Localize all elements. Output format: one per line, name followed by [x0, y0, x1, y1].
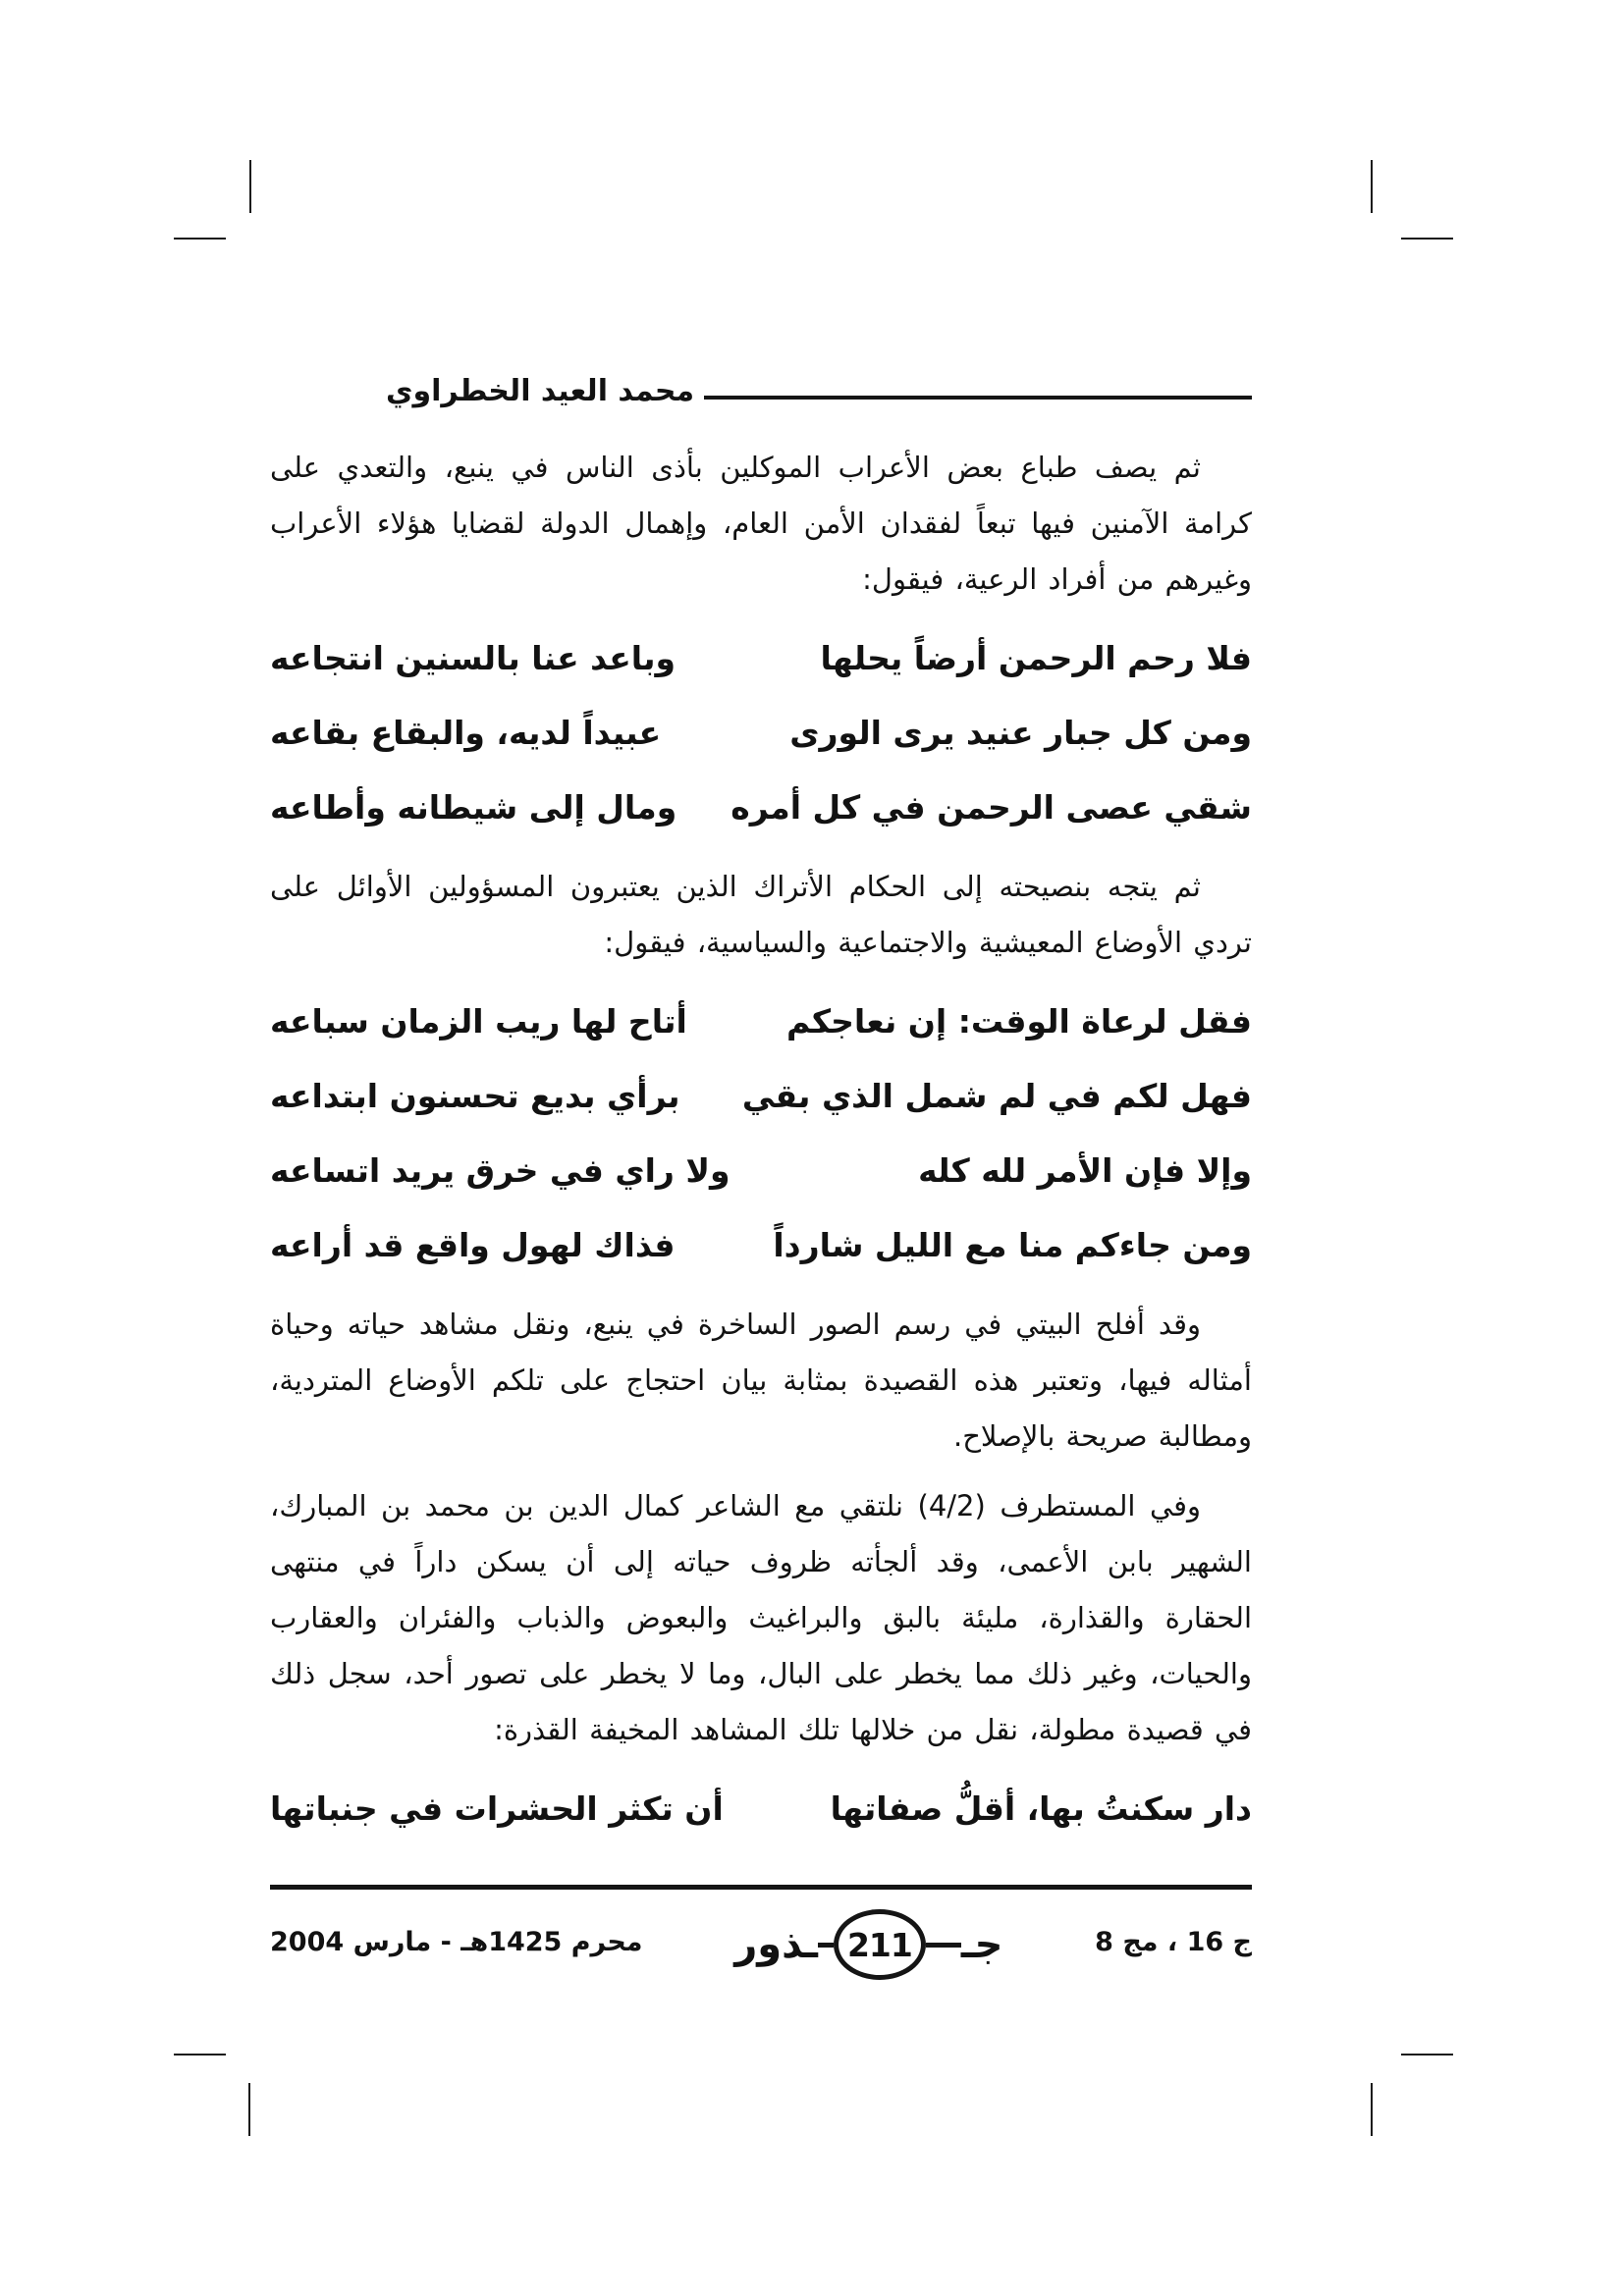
crop-mark-top-left-vertical [249, 160, 251, 213]
hemistich-second: ومال إلى شيطانه وأطاعه [270, 788, 677, 827]
crop-mark-bottom-right-vertical [1371, 2083, 1373, 2136]
hemistich-second: فذاك لهول واقع قد أراعه [270, 1226, 676, 1264]
logo-connector-left [818, 1943, 834, 1948]
footer-issue-info: ج 16 ، مج 8 [1095, 1926, 1252, 1957]
hemistich-second: عبيداً لديه، والبقاع بقاعه [270, 714, 662, 752]
paragraph-2: ثم يتجه بنصيحته إلى الحكام الأتراك الذين يعتبرون المسؤولين الأوائل على تردي الأوضاع المعيشية والاجتماعية والسياسية، فيقول: [270, 870, 1252, 959]
hemistich-second: أن تكثر الحشرات في جنباتها [270, 1789, 724, 1828]
crop-mark-bottom-left-vertical [248, 2083, 250, 2136]
footer-date-info: محرم 1425هـ - مارس 2004 [270, 1926, 643, 1957]
verse-row [270, 1772, 1252, 1846]
hemistich-first: ومن جاءكم منا مع الليل شارداً [773, 1226, 1252, 1264]
journal-logo [734, 1909, 1002, 1980]
crop-mark-top-right-horizontal [1401, 238, 1453, 240]
logo-connector-right [926, 1943, 961, 1948]
footer-rule [270, 1885, 1252, 1890]
paragraph-4: وفي المستطرف (4/2) نلتقي مع الشاعر كمال الدين بن محمد بن المبارك، الشهير بابن الأعمى، وقد ألجأته ظروف حياته إلى أن يسكن داراً في منتهى الحقارة والقذارة، مليئة بالبق والبراغيث والبعوض والذباب والفئران والعقارب والحيات، وغير ذلك مما يخطر على البال، وما لا يخطر على تصور أحد، سجل ذلك في قصيدة مطولة، نقل من خلالها تلك المشاهد المخيفة القذرة: [270, 1489, 1252, 1746]
hemistich-first: دار سكنتُ بها، أقلُّ صفاتها [830, 1789, 1252, 1828]
poem-3 [270, 1772, 1252, 1846]
page-footer [270, 1885, 1252, 1980]
page-content [270, 365, 1252, 1846]
hemistich-second: وباعد عنا بالسنين انتجاعه [270, 639, 676, 677]
header-rule [704, 396, 1252, 400]
hemistich-first: فلا رحم الرحمن أرضاً يحلها [820, 639, 1252, 677]
crop-mark-bottom-right-horizontal [1401, 2054, 1453, 2056]
verse-row [270, 771, 1252, 845]
verse-row [270, 1134, 1252, 1208]
paragraph-1: ثم يصف طباع بعض الأعراب الموكلين بأذى الناس في ينبع، والتعدي على كرامة الآمنين فيها تبعاً لفقدان الأمن العام، وإهمال الدولة لقضايا هؤلاء الأعراب وغيرهم من أفراد الرعية، فيقول: [270, 451, 1252, 596]
hemistich-first: وإلا فإن الأمر لله كله [918, 1151, 1252, 1190]
hemistich-second: أتاح لها ريب الزمان سباعه [270, 1002, 687, 1041]
paragraph-3: وقد أفلح البيتي في رسم الصور الساخرة في ينبع، ونقل مشاهد حياته وحياة أمثاله فيها، وتعتبر هذه القصيدة بمثابة بيان احتجاج على تلكم الأوضاع المتردية، ومطالبة صريحة بالإصلاح. [270, 1308, 1252, 1453]
verse-row [270, 1208, 1252, 1283]
hemistich-first: شقي عصى الرحمن في كل أمره [730, 788, 1252, 827]
hemistich-first: فهل لكم في لم شمل الذي بقي [741, 1077, 1252, 1115]
verse-row [270, 696, 1252, 771]
crop-mark-top-right-vertical [1371, 160, 1373, 213]
journal-name-end: ـذور [734, 1922, 818, 1967]
author-name: محمد العيد الخطراوي [386, 373, 695, 408]
footer-row [270, 1903, 1252, 1980]
crop-mark-bottom-left-horizontal [174, 2054, 226, 2056]
page-number: 211 [846, 1925, 912, 1964]
verse-row [270, 1059, 1252, 1134]
hemistich-first: فقل لرعاة الوقت: إن نعاجكم [786, 1002, 1252, 1041]
page-number-badge [834, 1909, 926, 1980]
poem-2 [270, 985, 1252, 1283]
journal-name-start: جـ [960, 1922, 1003, 1967]
verse-row [270, 985, 1252, 1059]
crop-mark-top-left-horizontal [174, 238, 226, 240]
hemistich-second: برأي بديع تحسنون ابتداعه [270, 1077, 680, 1115]
poem-1 [270, 621, 1252, 845]
verse-row [270, 621, 1252, 696]
hemistich-second: ولا راي في خرق يريد اتساعه [270, 1151, 730, 1190]
page-header [270, 365, 1252, 416]
hemistich-first: ومن كل جبار عنيد يرى الورى [789, 714, 1252, 752]
